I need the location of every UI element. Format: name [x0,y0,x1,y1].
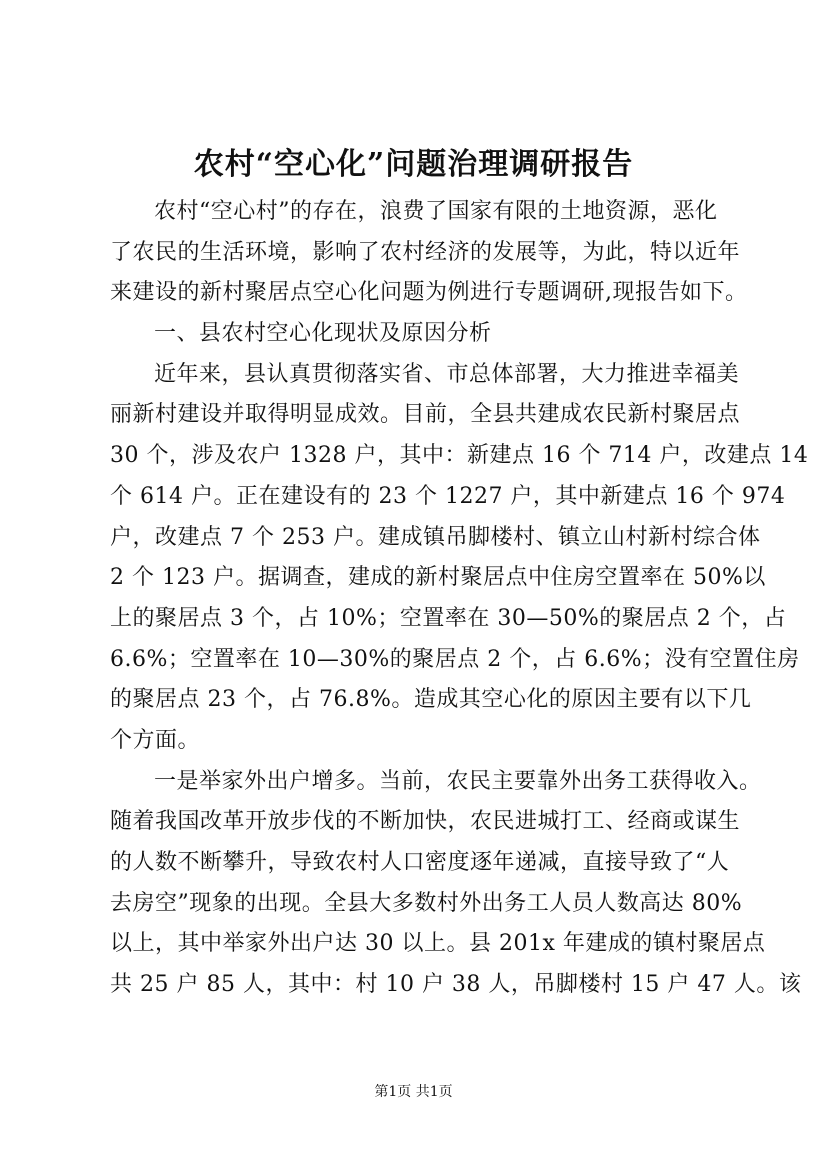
document-title: 农村“空心化”问题治理调研报告 [193,147,634,182]
document-body [110,192,809,1006]
text-line: 共 25 户 85 人，其中：村 10 户 38 人，吊脚楼村 15 户 47 人。该 [110,972,802,998]
text-line: 以上，其中举家外出户达 30 以上。县 201x 年建成的镇村聚居点 [110,931,766,957]
text-line: 一是举家外出户增多。当前，农民主要靠外出务工获得收入。 [154,768,762,794]
text-line: 的聚居点 23 个，占 76.8%。造成其空心化的原因主要有以下几 [110,687,752,713]
text-line: 随着我国改革开放步伐的不断加快，农民进城打工、经商或谋生 [110,809,741,835]
text-line: 近年来，县认真贯彻落实省、市总体部署，大力推进幸福美 [154,361,740,387]
text-line: 农村“空心村”的存在，浪费了国家有限的土地资源，恶化 [154,199,718,224]
text-line: 去房空”现象的出现。全县大多数村外出务工人员人数高达 80% [110,890,743,916]
page-footer: 第1页 共1页 [374,1084,453,1100]
text-line: 30 个，涉及农户 1328 户，其中：新建点 16 个 714 户，改建点 14 [110,443,809,469]
text-line: 2 个 123 户。据调查，建成的新村聚居点中住房空置率在 50%以 [110,565,766,591]
text-line: 户，改建点 7 个 253 户。建成镇吊脚楼村、镇立山村新村综合体 [110,524,761,550]
text-line: 了农民的生活环境，影响了农村经济的发展等，为此，特以近年 [110,239,741,265]
text-line: 上的聚居点 3 个，占 10%；空置率在 30—50%的聚居点 2 个，占 [110,605,787,631]
text-line: 个 614 户。正在建设有的 23 个 1227 户，其中新建点 16 个 974 [110,483,786,509]
text-line: 丽新村建设并取得明显成效。目前，全县共建成农民新村聚居点 [110,402,741,428]
text-line: 个方面。 [110,727,201,753]
text-line: 一、县农村空心化现状及原因分析 [154,321,492,347]
text-line: 来建设的新村聚居点空心化问题为例进行专题调研,现报告如下。 [110,280,748,306]
text-line: 的人数不断攀升，导致农村人口密度逐年递减，直接导致了“人 [110,850,730,875]
text-line: 6.6%；空置率在 10—30%的聚居点 2 个，占 6.6%；没有空置住房 [110,646,800,672]
